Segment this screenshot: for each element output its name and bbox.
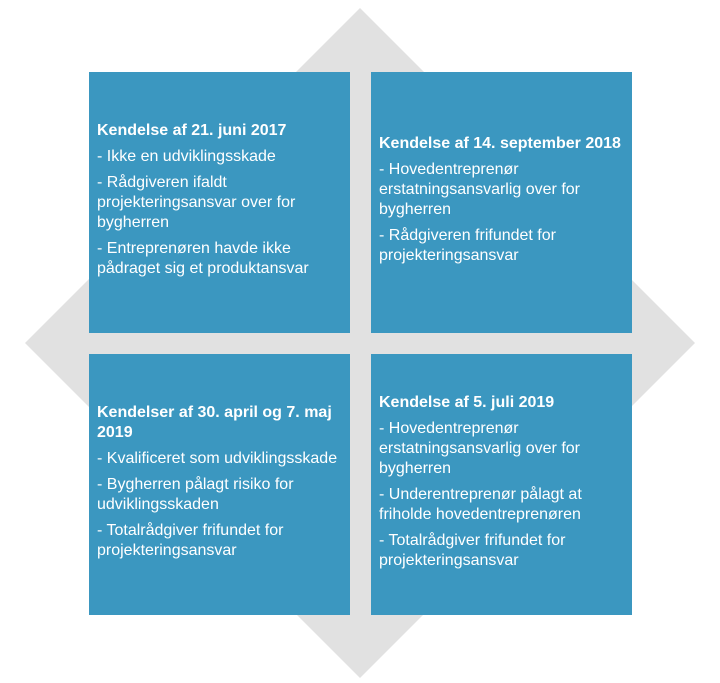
ruling-point: - Rådgiveren ifaldt projekteringsansvar over for bygherren bbox=[97, 173, 296, 231]
ruling-point: - Underentreprenør pålagt at friholde hovedentreprenøren bbox=[379, 485, 582, 523]
ruling-point: - Rådgiveren frifundet for projekteringsansvar bbox=[379, 226, 556, 264]
ruling-points bbox=[97, 147, 340, 285]
ruling-point: - Ikke en udviklingsskade bbox=[97, 147, 276, 165]
ruling-box-top-right bbox=[371, 72, 632, 333]
ruling-points bbox=[97, 449, 340, 567]
ruling-point: - Totalrådgiver frifundet for projekteringsansvar bbox=[97, 521, 284, 559]
ruling-title: Kendelse af 14. september 2018 bbox=[379, 134, 621, 152]
ruling-points bbox=[379, 160, 622, 272]
ruling-point: - Hovedentreprenør erstatningsansvarlig over for bygherren bbox=[379, 160, 580, 218]
ruling-point: - Bygherren pålagt risiko for udviklingsskaden bbox=[97, 475, 294, 513]
ruling-box-top-left bbox=[89, 72, 350, 333]
ruling-point: - Entreprenøren havde ikke pådraget sig et produktansvar bbox=[97, 239, 309, 277]
ruling-point: - Totalrådgiver frifundet for projekteringsansvar bbox=[379, 531, 566, 569]
ruling-title: Kendelser af 30. april og 7. maj 2019 bbox=[97, 403, 332, 441]
ruling-box-bottom-left bbox=[89, 354, 350, 615]
ruling-point: - Hovedentreprenør erstatningsansvarlig over for bygherren bbox=[379, 419, 580, 477]
ruling-title: Kendelse af 5. juli 2019 bbox=[379, 393, 555, 411]
ruling-points bbox=[379, 419, 622, 577]
ruling-box-bottom-right bbox=[371, 354, 632, 615]
ruling-point: - Kvalificeret som udviklingsskade bbox=[97, 449, 338, 467]
ruling-title: Kendelse af 21. juni 2017 bbox=[97, 121, 287, 139]
